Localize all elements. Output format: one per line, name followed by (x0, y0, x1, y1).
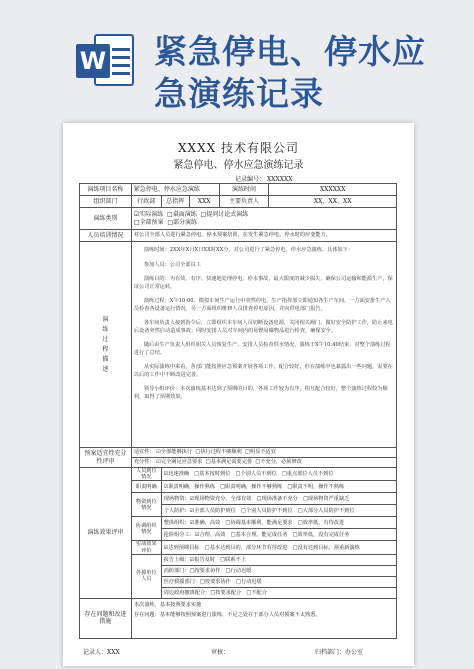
eff-row-1 (80, 468, 397, 481)
desc-para-8: 领导小组评价：本次演练基本达到了预期的目的，各项工作较为有序，相互配合较好，整个演练过程较为顺利，取得了预期效果。 (133, 386, 388, 400)
eff-value-5[interactable]: 整体组织：☑准确、高效 □协调基本顺利，能满足要求 □效率低，有待改进 (161, 517, 396, 529)
eff-sub-3: 物资到位情况 (131, 493, 161, 517)
row-description (80, 242, 397, 448)
banner (0, 0, 474, 118)
problems-body (131, 598, 396, 638)
value-time: XXXXXX (269, 184, 397, 196)
banner-title-line2: 急演练记录 (154, 74, 324, 113)
document-title: 紧急停电、停水应急演练记录 (173, 160, 304, 171)
row-type (80, 208, 397, 230)
banner-title-line1: 紧急停电、停水应 (154, 32, 426, 71)
row-dept (80, 196, 397, 208)
label-type: 演练类别 (80, 208, 132, 230)
eff-value-4[interactable]: 个人防护：☑全部人员防护到位 □个别人员防护不到位 □大部分人员防护不到位 (161, 505, 396, 517)
option-insufficient[interactable]: □不充分，必须修改 (255, 459, 302, 466)
eff-value-3[interactable]: 现场物资：☑现场物资充分，全部有效 □现场准备不充分 □现场物资严重缺乏 (161, 493, 396, 505)
eff-value-6[interactable]: 抢险组分工：☑合理、高效 □基本合理，能完成任务 □效率低，没有完成任务 (161, 529, 396, 541)
eff-value-8[interactable]: 报告上级：☑报告及时 □联系不上 (161, 554, 396, 565)
row-training (80, 230, 397, 242)
document-page (63, 123, 414, 666)
eff-value-11[interactable]: 周边政府撤离配合：□按要求配合 □不配合 (161, 587, 396, 598)
reviewer: 审核： (211, 649, 230, 656)
description-body (131, 242, 396, 448)
label-lead: 主要负责人 (219, 196, 269, 208)
desc-para-4: 演练过程：X午10:00，模拟车间生产运行中突然停电，生产指挥部立即通知各生产车间，一方面安排生产人员检查各设备运行情况，另一方面组织维修人员排查停电原因，并向供电部门报告。 (133, 298, 391, 312)
value-training: 对公司全部人员进行紧急停电、停水预案培训，在发生紧急停电、停水时的应变能力。 (131, 230, 396, 242)
archive-dept: 归档部门：办公室 (315, 649, 364, 656)
eff-sub-8: 外援单位人员 (131, 554, 161, 598)
option-basically-meets[interactable]: □基本满足需要完善 (205, 459, 253, 466)
eff-value-10[interactable]: 医疗救援部门：□按要求协作 □行动迟缓 (161, 576, 396, 587)
type-options (131, 208, 396, 230)
label-dept: 组织部门 (80, 196, 132, 208)
word-icon: W (76, 30, 136, 90)
recorder: 记录人：XXX (83, 649, 120, 656)
eff-value-2[interactable]: ☑职责明确，操作熟练 □职责明确，操作不够熟练 □职责不明，操作不熟练 (161, 481, 396, 493)
option-tabletop[interactable]: □桌面演练 (167, 211, 197, 219)
value-lead: XX、XX、XX (269, 196, 397, 208)
desc-para-2: 参加人员：公司全部员工 (143, 261, 201, 268)
option-unsuitable[interactable]: □明显不适宜 (245, 449, 276, 456)
desc-para-1: 演练时间：2XX年X月X日XX时XX分，对公司进行了紧急停电、停水应急演练。具体如下： (143, 247, 354, 253)
label-time: 演练时间 (219, 184, 269, 196)
option-fully-executable[interactable]: ☑全部能够执行 (156, 449, 193, 456)
desc-para-5: 各车间负责人接到指令后，立即组织本车间人员切断设备电源，关闭相关阀门，做好安全防护工作，防止来电后设备突然启动造成事故；同时安排人员对车间内的易燃易爆物品进行检查，确保安全。 (133, 320, 393, 334)
eff-value-1[interactable]: ☑迅速准确 □基本按时到位 □个别人员不到位 □重点部位人员不到位 (161, 468, 396, 481)
desc-para-3: 演练目的：为有效、有序、快速地处理停电、停水事故，最大限度的减少损失，确保公司运输和能源生产，保证公司正常运转。 (133, 276, 393, 290)
plan-sufficiency: 充分性： ☑完全满足应急要求 □基本满足需要完善 □不充分，必须修改 (131, 458, 396, 468)
label-effect-review: 演练效果评审 (80, 468, 132, 599)
problems-line-1: 本次演练，基本按照要求实施 (133, 601, 202, 608)
eff-sub-7: 实战效果评价 (131, 541, 161, 554)
label-commander: 总指挥 (161, 196, 189, 208)
eff-value-9[interactable]: 消防部门：□按要求协作 □行动迟缓 (161, 565, 396, 576)
eff-value-7[interactable]: ☑达到预期目标 □基本达到目的，部分环节有待改进 □没有达到目标，须重新演练 (161, 541, 396, 554)
option-not-smooth[interactable]: □执行过程不够顺利 (195, 449, 242, 456)
value-commander: XXX (189, 196, 219, 208)
label-plan-review: 预案适宜性充分性评审 (80, 448, 132, 468)
row-problems (80, 598, 397, 638)
record-table (79, 183, 397, 639)
label-description: 演练过程描述 (80, 242, 132, 448)
row-plan-suitability (80, 448, 397, 458)
eff-sub-5: 协调组织情况 (131, 517, 161, 541)
option-discussion[interactable]: □提问讨论式演练 (200, 211, 249, 219)
desc-para-6: 随后由生产负责人组织相关人员恢复生产，安排人员检查供水情况，演练于X午10:40结束，对整个演练过程进行了总结。 (133, 342, 391, 356)
option-actual[interactable]: ☑实际演练 (133, 211, 164, 219)
value-project: 紧急停电、停水应急演练 (131, 184, 219, 196)
record-number: 记录编号： XXXXXX (235, 176, 293, 183)
company-name: XXXX 技术有限公司 (178, 141, 299, 155)
problems-line-2: 存在问题：基本能够按照预案进行演练，不足之处在于部分人员对预案不太熟悉。 (133, 612, 321, 619)
label-training: 人员培训情况 (80, 230, 132, 242)
eff-sub-2: 职责明确 (131, 481, 161, 493)
value-dept: 行政部 (131, 196, 161, 208)
label-project: 演练项目名称 (80, 184, 132, 196)
eff-sub-1: 人员到位情况 (131, 468, 161, 481)
plan-suitability: 适宜性： ☑全部能够执行 □执行过程不够顺利 □明显不适宜 (131, 448, 396, 458)
option-full-plan[interactable]: □全部预案 (133, 218, 164, 226)
desc-para-7: 从实际演练中来看，各部门能按照应急预案开展各项工作，配合较好，但在演练中也暴露出一些问题，需要在以后的工作中不断改进完善。 (133, 364, 393, 378)
option-fully-meets[interactable]: ☑完全满足应急要求 (156, 459, 203, 466)
option-partial[interactable]: □部分演练 (167, 218, 197, 226)
row-project (80, 184, 397, 196)
label-problems: 存在问题和改进措施 (80, 598, 132, 638)
